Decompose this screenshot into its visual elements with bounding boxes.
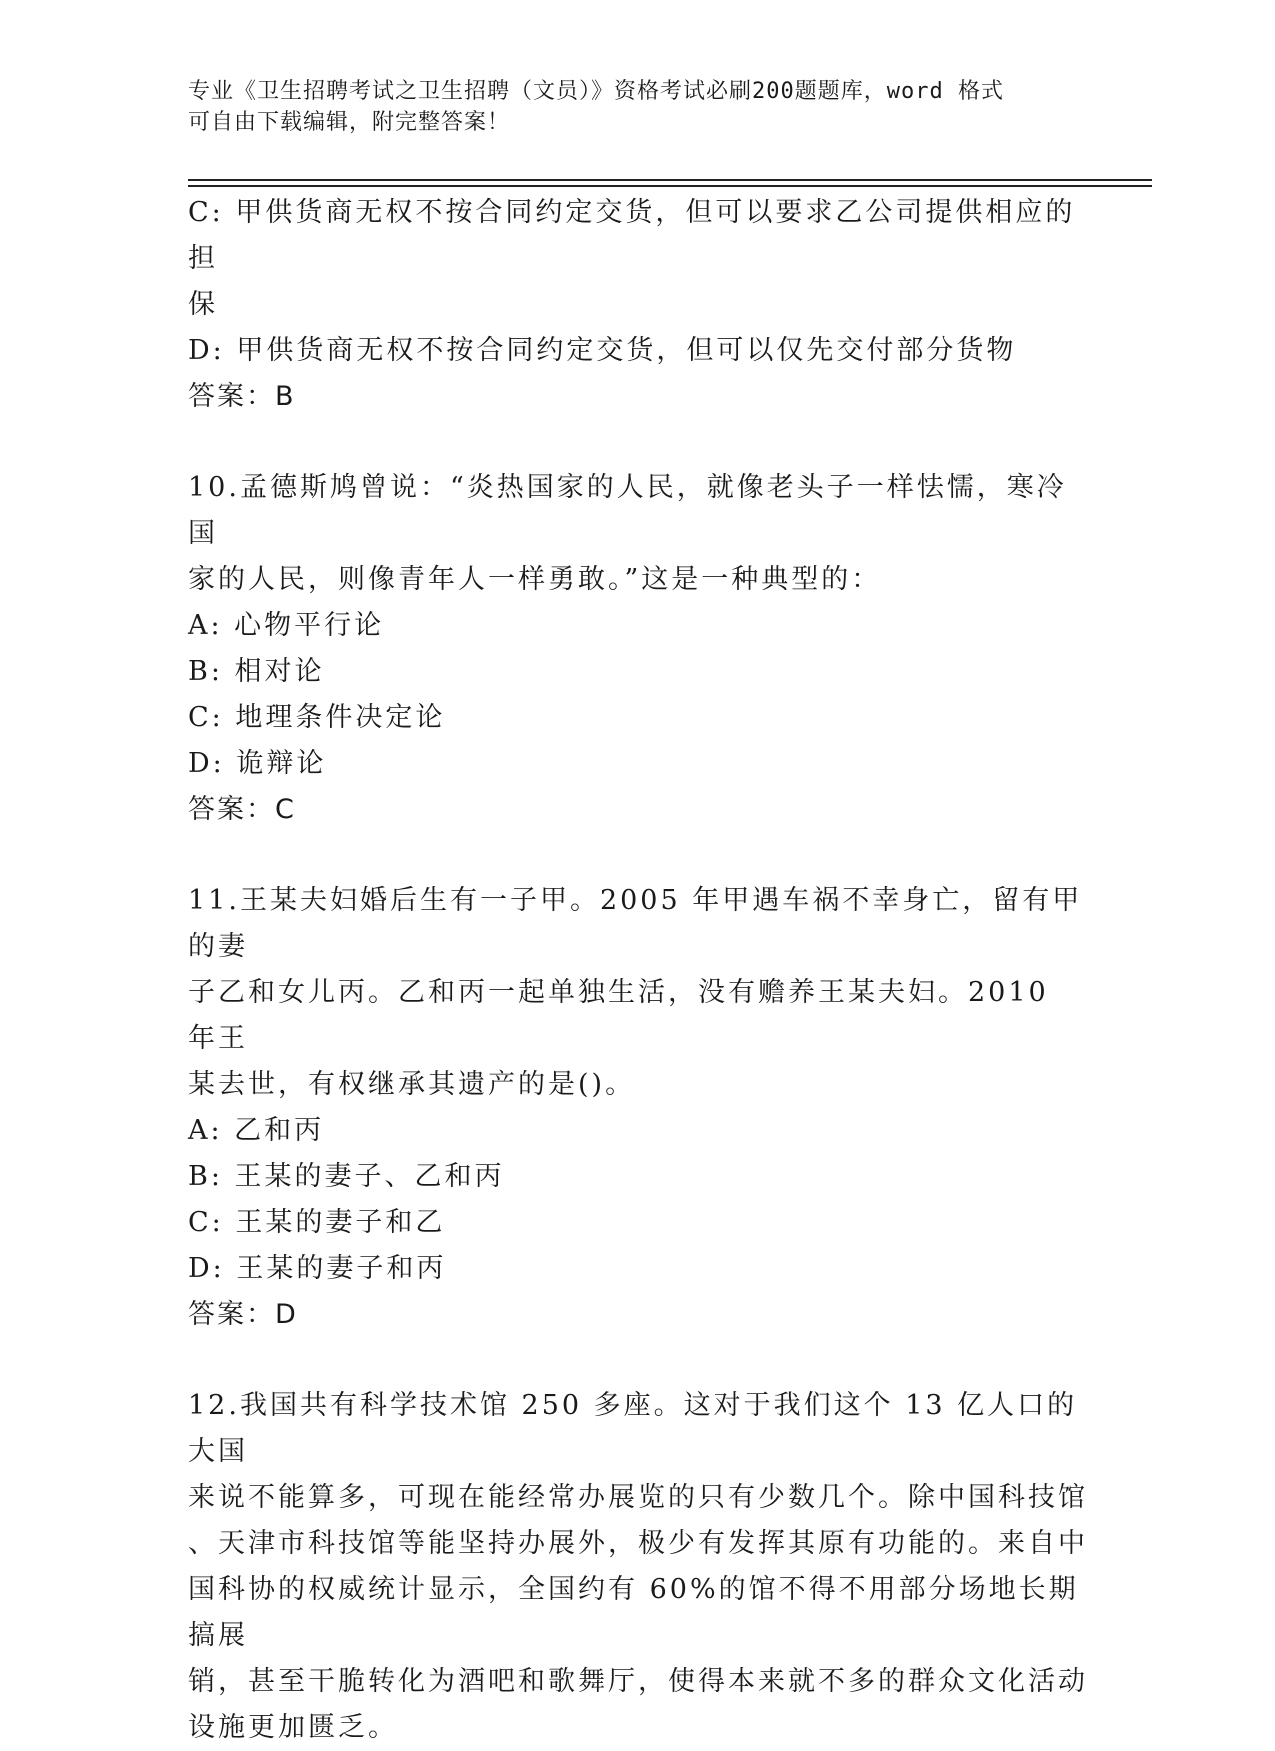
q10-answer: 答案：C [188,794,296,825]
q9-answer: 答案：B [188,381,296,412]
q9-option-c-line1: C: 甲供货商无权不按合同约定交货，但可以要求乙公司提供相应的担 [188,197,1076,274]
q10-stem-line1: 10.孟德斯鸠曾说：“炎热国家的人民，就像老头子一样怯懦，寒冷国 [188,472,1067,549]
q12-stem-line2: 来说不能算多，可现在能经常办展览的只有少数几个。除中国科技馆 [188,1482,1088,1513]
question-9-tail [188,190,1088,420]
q10-option-b: B: 相对论 [188,656,325,687]
q11-option-d: D: 王某的妻子和丙 [188,1253,447,1284]
question-12 [188,1383,1088,1751]
q10-option-d: D: 诡辩论 [188,748,327,779]
header-title-line2: 可自由下载编辑，附完整答案！ [188,110,511,135]
header-title-line1: 专业《卫生招聘考试之卫生招聘（文员）》资格考试必刷200题题库，word 格式 [188,79,1004,104]
q10-option-c: C: 地理条件决定论 [188,702,446,733]
q11-option-c: C: 王某的妻子和乙 [188,1207,446,1238]
q12-stem-line4: 国科协的权威统计显示，全国约有 60%的馆不得不用部分场地长期搞展 [188,1574,1079,1651]
q11-stem-line2: 子乙和女儿丙。乙和丙一起单独生活，没有赡养王某夫妇。2010 年王 [188,977,1061,1054]
q9-option-d: D: 甲供货商无权不按合同约定交货，但可以仅先交付部分货物 [188,335,1017,366]
q12-stem-line1: 12.我国共有科学技术馆 250 多座。这对于我们这个 13 亿人口的大国 [188,1390,1078,1467]
q12-stem-line5: 销，甚至干脆转化为酒吧和歌舞厅，使得本来就不多的群众文化活动 [188,1666,1088,1697]
q11-option-a: A: 乙和丙 [188,1115,325,1146]
document-header [188,76,1068,138]
q10-stem-line2: 家的人民，则像青年人一样勇敢。”这是一种典型的： [188,564,882,595]
q11-stem-line3: 某去世，有权继承其遗产的是()。 [188,1069,636,1100]
question-content [188,190,1088,1751]
header-rule-bottom [188,185,1152,187]
q11-option-b: B: 王某的妻子、乙和丙 [188,1161,505,1192]
q10-option-a: A: 心物平行论 [188,610,385,641]
question-11 [188,878,1088,1338]
q12-stem-line6: 设施更加匮乏。 [188,1712,398,1743]
q11-answer: 答案：D [188,1299,298,1330]
q11-stem-line1: 11.王某夫妇婚后生有一子甲。2005 年甲遇车祸不幸身亡，留有甲的妻 [188,885,1083,962]
q9-option-c-line2: 保 [188,289,218,320]
q12-stem-line3: 、天津市科技馆等能坚持办展外，极少有发挥其原有功能的。来自中 [188,1528,1088,1559]
header-rule-top [188,179,1152,181]
question-10 [188,465,1088,833]
